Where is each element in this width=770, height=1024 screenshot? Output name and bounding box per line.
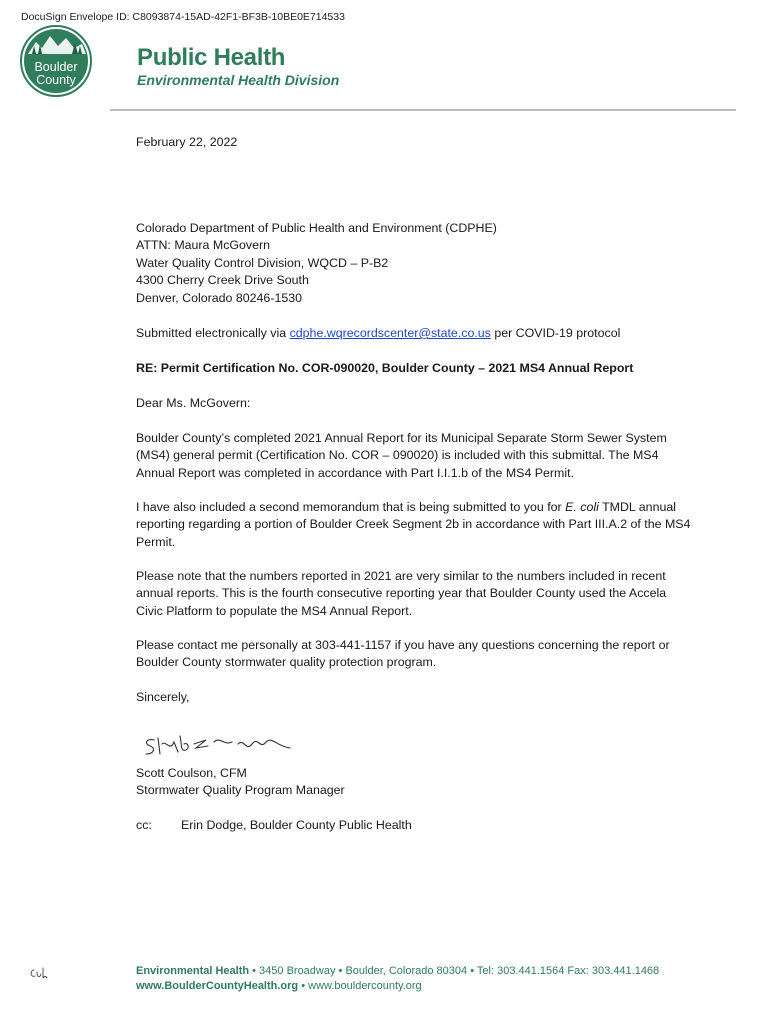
address-line: Colorado Department of Public Health and Environment (CDPHE) xyxy=(136,221,497,235)
cc-line xyxy=(136,817,696,834)
closing: Sincerely, xyxy=(136,690,190,704)
footer-line2 xyxy=(136,979,659,994)
recipient-address xyxy=(136,220,696,307)
submitted-line xyxy=(136,325,696,342)
header-subtitle: Environmental Health Division xyxy=(137,72,340,88)
header-title: Public Health xyxy=(137,44,286,71)
cc-label: cc: xyxy=(136,818,152,832)
logo-line2: County xyxy=(36,73,76,87)
footer-health-url[interactable]: www.BoulderCountyHealth.org xyxy=(136,980,299,992)
para2-before: I have also included a second memorandum that is being submitted to you for xyxy=(136,500,566,514)
footer-county-url[interactable]: • www.bouldercounty.org xyxy=(298,980,422,992)
footer-contact: • 3450 Broadway • Boulder, Colorado 80304 • Tel: 303.441.1564 Fax: 303.441.1468 xyxy=(249,965,660,977)
address-line: Water Quality Control Division, WQCD – P-B2 xyxy=(136,255,389,270)
handwritten-signature xyxy=(140,730,300,764)
submitted-suffix: per COVID-19 protocol xyxy=(490,326,621,340)
paragraph-annual-report: Boulder County’s completed 2021 Annual Report for its Municipal Separate Storm Sewer System (MS4) general permit (Certification No. COR – 090020) is included with this submittal. The MS4 Annual Report was completed in accordance with Part I.I.1.b of the MS4 Permit. xyxy=(136,431,667,480)
paragraph-numbers-note: Please note that the numbers reported in 2021 are very similar to the numbers included in recent annual reports. This is the fourth consecutive reporting year that Boulder County used the Accela Civic Platform to populate the MS4 Annual Report. xyxy=(136,569,667,618)
re-line: RE: Permit Certification No. COR-090020, Boulder County – 2021 MS4 Annual Report xyxy=(136,361,634,375)
para2-italic: E. coli xyxy=(565,500,599,514)
boulder-county-logo xyxy=(20,24,92,98)
salutation: Dear Ms. McGovern: xyxy=(136,396,251,410)
cdphe-email-link[interactable]: cdphe.wqrecordscenter@state.co.us xyxy=(289,326,491,340)
cc-value: Erin Dodge, Boulder County Public Health xyxy=(181,818,412,832)
submitted-prefix: Submitted electronically via xyxy=(136,326,290,340)
footer-dept: Environmental Health xyxy=(136,965,250,977)
paragraph-memorandum xyxy=(136,499,696,551)
letter-date: February 22, 2022 xyxy=(136,135,238,149)
footer xyxy=(136,964,659,994)
footer-line1 xyxy=(136,964,659,979)
address-line: Denver, Colorado 80246-1530 xyxy=(136,290,303,305)
handwritten-initials xyxy=(28,966,48,982)
signer-block xyxy=(136,765,696,800)
address-line: ATTN: Maura McGovern xyxy=(136,238,271,253)
signer-name: Scott Coulson, CFM xyxy=(136,766,247,780)
address-line: 4300 Cherry Creek Drive South xyxy=(136,273,309,288)
docusign-envelope-id: DocuSign Envelope ID: C8093874-15AD-42F1-BF3B-10BE0E714533 xyxy=(21,11,345,23)
para2-after: TMDL annual reporting regarding a portion of Boulder Creek Segment 2b in accordance with Part III.A.2 of the MS4 Permit. xyxy=(136,500,691,549)
logo-line1: Boulder xyxy=(34,60,78,74)
signer-title: Stormwater Quality Program Manager xyxy=(136,783,345,798)
paragraph-contact: Please contact me personally at 303-441-1157 if you have any questions concerning the report or Boulder County stormwater quality protection program. xyxy=(136,638,670,670)
header-divider xyxy=(110,109,736,111)
